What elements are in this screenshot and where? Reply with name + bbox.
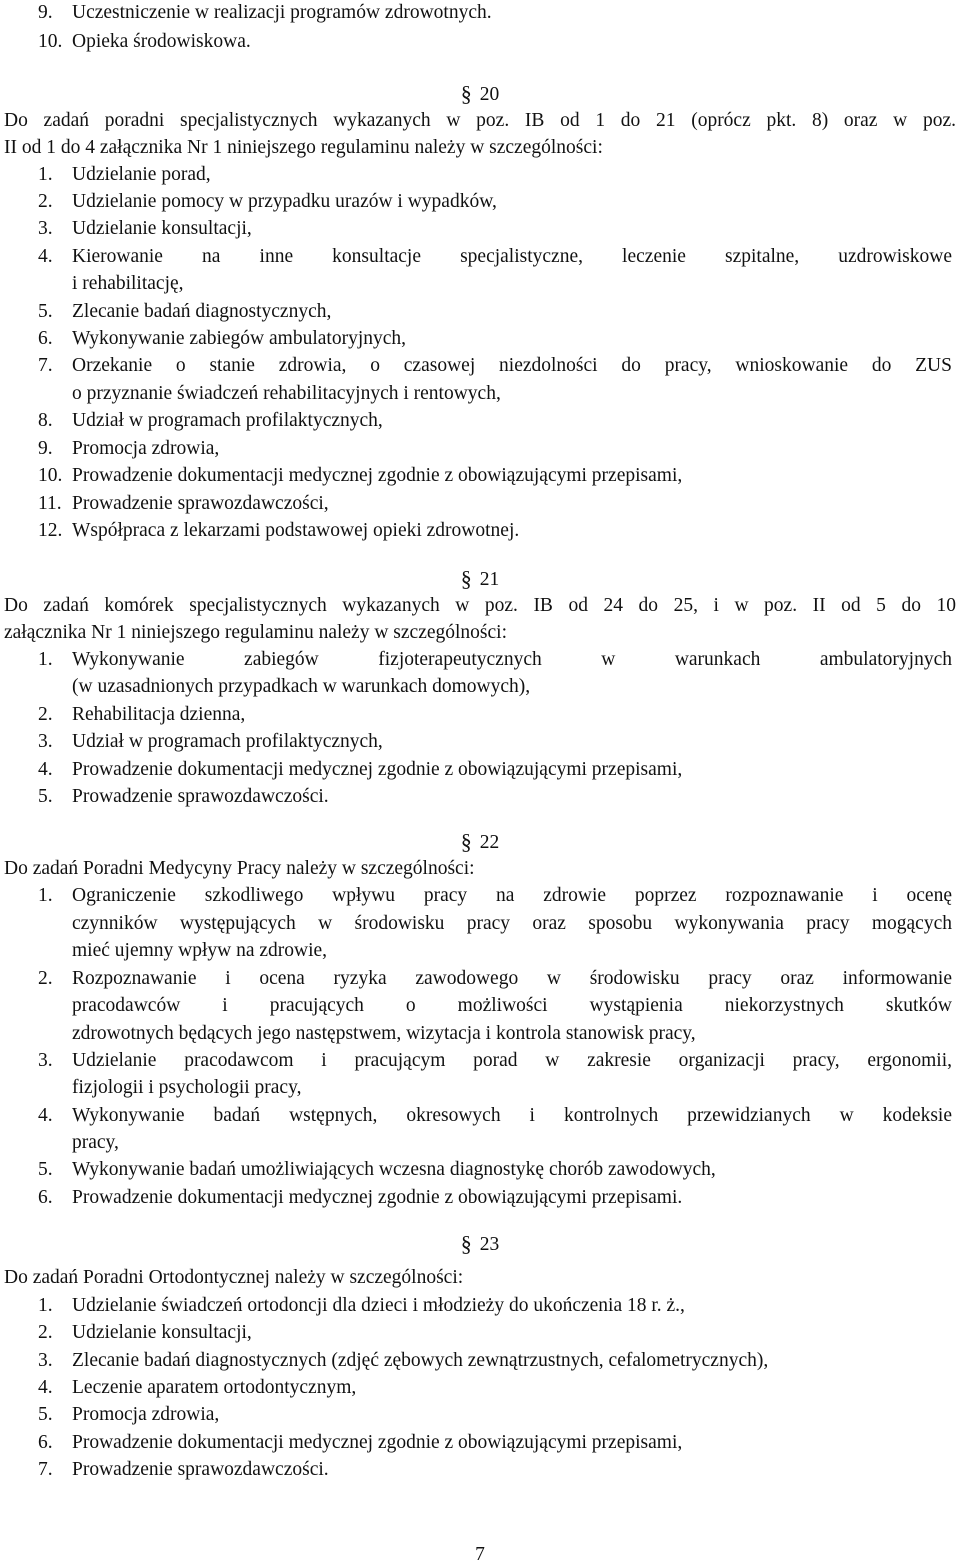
item-number: 2. — [38, 704, 53, 725]
item-text: Rozpoznawanie i ocena ryzyka zawodowego w środowisku pracy oraz informowanie — [72, 968, 952, 989]
item-number: 9. — [38, 2, 53, 23]
item-text: Udzielanie porad, — [72, 164, 211, 185]
item-number: 4. — [38, 1105, 53, 1126]
item-text: Udzielanie pomocy w przypadku urazów i wypadków, — [72, 191, 497, 212]
item-text: Uczestniczenie w realizacji programów zdrowotnych. — [72, 2, 492, 23]
item-text: zdrowotnych będących jego następstwem, wizytacja i kontrola stanowisk pracy, — [72, 1023, 696, 1044]
item-text: mieć ujemny wpływ na zdrowie, — [72, 940, 328, 961]
item-number: 3. — [38, 218, 53, 239]
item-text: Orzekanie o stanie zdrowia, o czasowej niezdolności do pracy, wnioskowanie do ZUS — [72, 355, 952, 376]
section-intro: Do zadań komórek specjalistycznych wykazanych w poz. IB od 24 do 25, i w poz. II od 5 do 10 — [4, 595, 956, 616]
item-number: 3. — [38, 731, 53, 752]
item-text: Udzielanie pracodawcom i pracującym porad w zakresie organizacji pracy, ergonomii, — [72, 1050, 952, 1071]
item-number: 1. — [38, 164, 53, 185]
item-text: Rehabilitacja dzienna, — [72, 704, 246, 725]
item-text: Prowadzenie dokumentacji medycznej zgodnie z obowiązującymi przepisami, — [72, 1432, 683, 1453]
item-number: 11. — [38, 493, 62, 514]
item-text: i rehabilitację, — [72, 273, 184, 294]
item-number: 4. — [38, 246, 53, 267]
item-text: Prowadzenie dokumentacji medycznej zgodnie z obowiązującymi przepisami, — [72, 465, 683, 486]
item-number: 8. — [38, 410, 53, 431]
item-number: 7. — [38, 1459, 53, 1480]
item-text: Udzielanie konsultacji, — [72, 218, 252, 239]
item-number: 2. — [38, 191, 53, 212]
item-text: Promocja zdrowia, — [72, 438, 220, 459]
item-text: Wykonywanie zabiegów ambulatoryjnych, — [72, 328, 407, 349]
item-number: 6. — [38, 1187, 53, 1208]
item-number: 9. — [38, 438, 53, 459]
item-number: 10. — [38, 465, 63, 486]
item-text: czynników występujących w środowisku pracy oraz sposobu wykonywania pracy mogących — [72, 913, 952, 934]
section-heading-21 — [0, 567, 960, 592]
item-text: Wykonywanie badań wstępnych, okresowych i kontrolnych przewidzianych w kodeksie — [72, 1105, 952, 1126]
item-number: 2. — [38, 1322, 53, 1343]
item-text: Udzielanie konsultacji, — [72, 1322, 252, 1343]
section-intro: Do zadań Poradni Ortodontycznej należy w szczególności: — [4, 1267, 464, 1288]
item-text: pracy, — [72, 1132, 119, 1153]
section-intro: załącznika Nr 1 niniejszego regulaminu należy w szczególności: — [4, 622, 508, 643]
item-text: o przyznanie świadczeń rehabilitacyjnych i rentowych, — [72, 383, 501, 404]
item-text: Zlecanie badań diagnostycznych (zdjęć zębowych zewnątrzustnych, cefalometrycznych), — [72, 1350, 769, 1371]
item-number: 5. — [38, 1404, 53, 1425]
item-text: Udzielanie świadczeń ortodoncji dla dzieci i młodzieży do ukończenia 18 r. ż., — [72, 1295, 685, 1316]
item-number: 1. — [38, 649, 53, 670]
section-symbol: § — [460, 829, 472, 854]
item-text: Zlecanie badań diagnostycznych, — [72, 301, 332, 322]
section-heading-23 — [0, 1232, 960, 1257]
item-number: 1. — [38, 1295, 53, 1316]
item-text: Udział w programach profilaktycznych, — [72, 731, 383, 752]
item-number: 4. — [38, 759, 53, 780]
section-intro: Do zadań poradni specjalistycznych wykazanych w poz. IB od 1 do 21 (oprócz pkt. 8) oraz w poz. — [4, 110, 956, 131]
item-text: Opieka środowiskowa. — [72, 31, 251, 52]
item-text: Współpraca z lekarzami podstawowej opieki zdrowotnej. — [72, 520, 520, 541]
item-text: Prowadzenie dokumentacji medycznej zgodnie z obowiązującymi przepisami, — [72, 759, 683, 780]
section-heading-22 — [0, 830, 960, 855]
item-text: Ograniczenie szkodliwego wpływu pracy na zdrowie poprzez rozpoznawanie i ocenę — [72, 885, 952, 906]
item-number: 3. — [38, 1350, 53, 1371]
item-number: 1. — [38, 885, 53, 906]
section-intro: II od 1 do 4 załącznika Nr 1 niniejszego regulaminu należy w szczególności: — [4, 137, 603, 158]
item-text: Udział w programach profilaktycznych, — [72, 410, 383, 431]
item-number: 10. — [38, 31, 63, 52]
section-number: 23 — [479, 1234, 500, 1255]
item-number: 5. — [38, 1159, 53, 1180]
item-text: Kierowanie na inne konsultacje specjalistyczne, leczenie szpitalne, uzdrowiskowe — [72, 246, 952, 267]
item-text: (w uzasadnionych przypadkach w warunkach domowych), — [72, 676, 531, 697]
item-text: fizjologii i psychologii pracy, — [72, 1077, 302, 1098]
section-symbol: § — [460, 566, 472, 591]
item-text: Prowadzenie dokumentacji medycznej zgodnie z obowiązującymi przepisami. — [72, 1187, 683, 1208]
section-symbol: § — [460, 1231, 472, 1256]
item-number: 3. — [38, 1050, 53, 1071]
item-number: 5. — [38, 786, 53, 807]
item-number: 5. — [38, 301, 53, 322]
item-number: 6. — [38, 328, 53, 349]
item-text: Leczenie aparatem ortodontycznym, — [72, 1377, 357, 1398]
item-number: 2. — [38, 968, 53, 989]
item-text: Prowadzenie sprawozdawczości. — [72, 786, 329, 807]
item-text: Promocja zdrowia, — [72, 1404, 220, 1425]
section-intro: Do zadań Poradni Medycyny Pracy należy w szczególności: — [4, 858, 475, 879]
item-text: Wykonywanie badań umożliwiających wczesna diagnostykę chorób zawodowych, — [72, 1159, 716, 1180]
item-text: pracodawców i pracujących o możliwości wystąpienia niekorzystnych skutków — [72, 995, 952, 1016]
section-number: 22 — [479, 832, 500, 853]
item-number: 6. — [38, 1432, 53, 1453]
item-number: 7. — [38, 355, 53, 376]
section-number: 21 — [479, 569, 500, 590]
item-text: Prowadzenie sprawozdawczości, — [72, 493, 329, 514]
section-number: 20 — [479, 84, 500, 105]
item-number: 4. — [38, 1377, 53, 1398]
section-heading-20 — [0, 82, 960, 107]
page-number: 7 — [475, 1544, 485, 1565]
item-number: 12. — [38, 520, 63, 541]
item-text: Wykonywanie zabiegów fizjoterapeutycznych w warunkach ambulatoryjnych — [72, 649, 952, 670]
item-text: Prowadzenie sprawozdawczości. — [72, 1459, 329, 1480]
section-symbol: § — [460, 81, 472, 106]
